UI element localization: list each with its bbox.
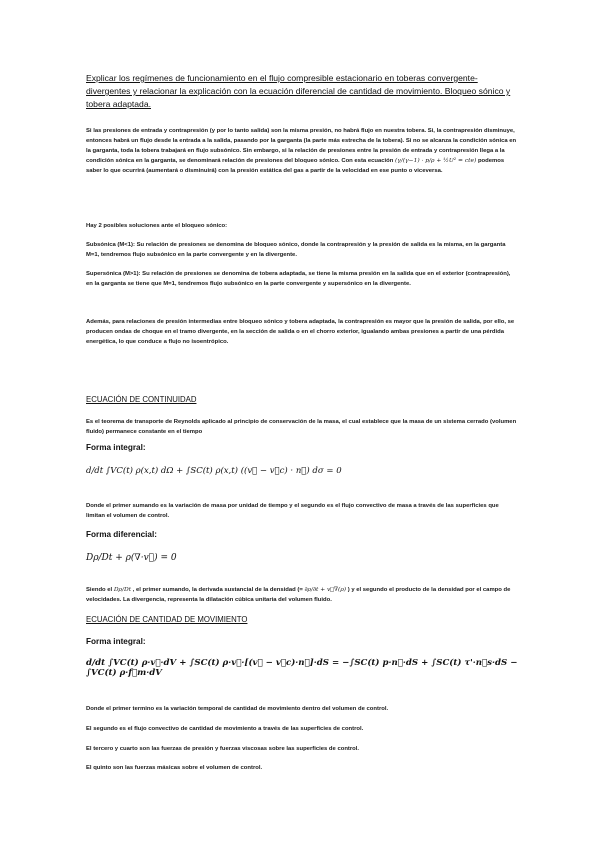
continuity-integral-label: Forma integral:	[86, 443, 146, 452]
intro-paragraph-1-text-a: Si las presiones de entrada y contrapresión (y por lo tanto salida) son la misma presión, no habrá flujo en nuestra tobera. Si, la contrapresión disminuye, entonces habrá un flujo desde la entrada a la salida, pasando por la garganta (la parte más estrecha de la tobera). Si no se alcanza la condición sónica en la garganta, toda la tobera trabajará en flujo subsónico. Sin embargo, si la relación de presiones entre la presión de entrada y contrapresión llega a la condición sónica en la garganta, se denominará relación de presiones del bloqueo sónico. Con esta ecuación	[86, 128, 517, 164]
momentum-integral-label: Forma integral:	[86, 637, 146, 646]
intro-paragraph-1-text-b: podemos saber lo que ocurrirá (aumentará o disminuirá) con la presión estática del gas a partir de la velocidad en ese punto o viceversa.	[86, 158, 505, 174]
momentum-term-2: El segundo es el flujo convectivo de cantidad de movimiento a través de las superficies de control.	[86, 726, 364, 732]
intro-inline-equation: (γ/(γ−1) · p/ρ + ½U² = cte)	[395, 158, 477, 164]
continuity-intro: Es el teorema de transporte de Reynolds aplicado al principio de conservación de la masa, el cual establece que la masa de un sistema cerrado (volumen fluido) permanece constante en el tiempo	[86, 419, 517, 435]
continuity-diff-text-b: , el primer sumando, la derivada sustancial de la densidad (=	[132, 587, 303, 593]
continuity-explanation: Donde el primer sumando es la variación de masa por unidad de tiempo y el segundo es el flujo convectivo de masa a través de las superficies que limitan el volumen de control.	[86, 503, 499, 519]
continuity-diff-text-c: ) y el segundo el producto de la densidad por el campo de velocidades. La divergencia, representa la dilatación cúbica unitaria del volumen fluido.	[86, 587, 511, 603]
intro-paragraph-2: Hay 2 posibles soluciones ante el bloqueo sónico:	[86, 223, 228, 229]
momentum-term-5: El quinto son las fuerzas másicas sobre el volumen de control.	[86, 765, 263, 771]
continuity-differential-equation: Dρ/Dt + ρ(∇·v⃗) = 0	[86, 553, 177, 563]
continuity-heading: ECUACIÓN DE CONTINUIDAD	[86, 395, 197, 404]
momentum-term-3-4: El tercero y cuarto son las fuerzas de presión y fuerzas viscosas sobre las superficies de control.	[86, 746, 360, 752]
momentum-integral-equation: d/dt ∫VC(t) ρ·v⃗·dV + ∫SC(t) ρ·v⃗·[(v⃗ − v⃗c)·n⃗]·dS = −∫SC(t) p·n⃗·dS + ∫SC(t) τ'·n⃗s·dS − ∫VC(t) ρ·f⃗m·dV	[86, 658, 518, 678]
continuity-diff-expression: ∂ρ/∂t + v⃗∇(ρ)	[304, 587, 347, 593]
continuity-differential-explanation	[86, 585, 518, 605]
supersonic-paragraph: Supersónica (M>1): Su relación de presiones se denomina de tobera adaptada, se tiene la misma presión en la salida que en el exterior (contrapresión), en la garganta se tiene que M=1, tendremos flujo subsónico en la parte convergente y supersónico en la divergente.	[86, 271, 511, 287]
continuity-diff-fraction: Dρ/Dt	[113, 587, 132, 593]
document-title: Explicar los regímenes de funcionamiento en el flujo compresible estacionario en toberas convergente-divergentes y relacionar la explicación con la ecuación diferencial de cantidad de movimiento. Bloqueo sónico y tobera adaptada.	[86, 73, 511, 109]
subsonic-paragraph: Subsónica (M<1): Su relación de presiones se denomina de bloqueo sónico, donde la contrapresión y la presión de salida es la misma, en la garganta M=1, tendremos flujo subsónico en la parte convergente y en la divergente.	[86, 242, 506, 258]
intermediate-paragraph: Además, para relaciones de presión intermedias entre bloqueo sónico y tobera adaptada, la contrapresión es mayor que la presión de salida, por ello, se producen ondas de choque en el tramo divergente, en la sección de salida o en el chorro exterior, igualando ambas presiones a partir de una pérdida energética, lo que conduce a flujo no isoentrópico.	[86, 319, 515, 345]
momentum-heading: ECUACIÓN DE CANTIDAD DE MOVIMIENTO	[86, 615, 248, 624]
continuity-integral-equation: d/dt ∫VC(t) ρ(x,t) dΩ + ∫SC(t) ρ(x,t) ((v⃗ − v⃗c) · n⃗) dσ = 0	[86, 466, 342, 476]
continuity-diff-text-a: Siendo el	[86, 587, 113, 593]
momentum-term-1: Donde el primer termino es la variación temporal de cantidad de movimiento dentro del volumen de control.	[86, 706, 389, 712]
intro-paragraph-1	[86, 126, 518, 176]
continuity-differential-label: Forma diferencial:	[86, 530, 157, 539]
